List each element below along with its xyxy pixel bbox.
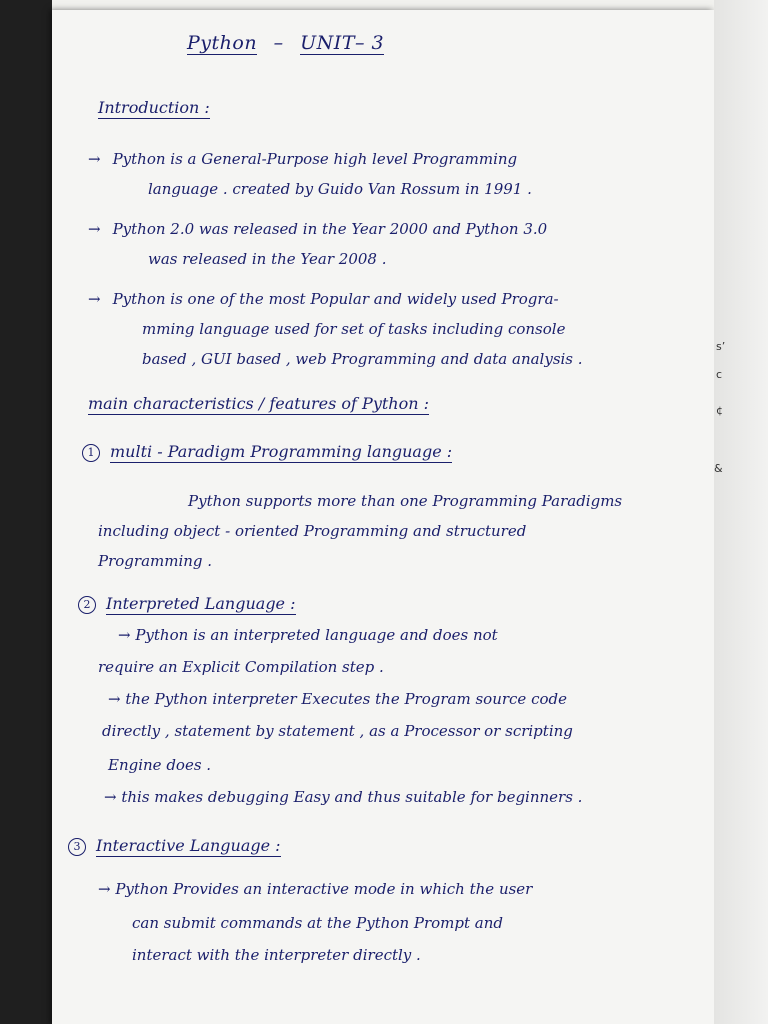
feature-2-line-2: require an Explicit Compilation step . — [98, 658, 384, 676]
intro-bullet-text: Python is one of the most Popular and widely used Progra- — [112, 290, 559, 308]
features-heading-text: main characteristics / features of Python : — [88, 394, 429, 413]
arrow-icon: → — [88, 150, 101, 168]
intro-bullet-1-line-2: language . created by Guido Van Rossum in 1991 . — [148, 180, 532, 198]
feature-2-line-4: directly , statement by statement , as a Processor or scripting — [102, 722, 573, 740]
intro-bullet-1-line-1 — [88, 150, 517, 168]
edge-mark: s’ — [716, 340, 726, 353]
feature-2-line-6: → this makes debugging Easy and thus suitable for beginners . — [104, 788, 583, 806]
number-circle-icon: 2 — [78, 596, 96, 614]
feature-title-text: multi - Paradigm Programming language : — [110, 442, 453, 461]
feature-3-line-1: → Python Provides an interactive mode in which the user — [98, 880, 533, 898]
feature-1-title — [82, 442, 452, 462]
intro-bullet-3-line-1 — [88, 290, 559, 308]
title-subject: Python — [187, 32, 258, 54]
notebook-page — [52, 10, 714, 1024]
title-unit: UNIT– 3 — [300, 32, 385, 54]
feature-title-text: Interpreted Language : — [106, 594, 296, 613]
edge-mark: & — [714, 462, 723, 475]
adjacent-page-edge — [714, 0, 768, 1024]
arrow-icon: → — [88, 220, 101, 238]
arrow-icon: → — [88, 290, 101, 308]
feature-2-title — [78, 594, 296, 614]
intro-bullet-3-line-3: based , GUI based , web Programming and data analysis . — [142, 350, 583, 368]
title-dash: – — [273, 32, 284, 54]
feature-1-line-3: Programming . — [98, 552, 213, 570]
number-circle-icon: 1 — [82, 444, 100, 462]
feature-2-line-1: → Python is an interpreted language and does not — [118, 626, 498, 644]
edge-mark: ¢ — [716, 404, 723, 417]
page-title — [187, 32, 384, 54]
feature-1-line-2: including object - oriented Programming and structured — [98, 522, 527, 540]
feature-3-line-2: can submit commands at the Python Prompt and — [132, 914, 504, 932]
intro-bullet-2-line-2: was released in the Year 2008 . — [148, 250, 387, 268]
intro-bullet-text: Python 2.0 was released in the Year 2000 and Python 3.0 — [112, 220, 548, 238]
edge-mark: c — [716, 368, 723, 381]
intro-bullet-3-line-2: mming language used for set of tasks including console — [142, 320, 566, 338]
intro-bullet-2-line-1 — [88, 220, 547, 238]
intro-heading — [98, 98, 210, 117]
features-heading — [88, 394, 429, 413]
number-circle-icon: 3 — [68, 838, 86, 856]
feature-2-line-3: → the Python interpreter Executes the Program source code — [108, 690, 567, 708]
feature-title-text: Interactive Language : — [96, 836, 281, 855]
feature-3-line-3: interact with the interpreter directly . — [132, 946, 421, 964]
feature-3-title — [68, 836, 281, 856]
intro-bullet-text: Python is a General-Purpose high level Programming — [112, 150, 518, 168]
feature-2-line-5: Engine does . — [108, 756, 212, 774]
intro-heading-text: Introduction : — [98, 98, 210, 117]
feature-1-line-1: Python supports more than one Programming Paradigms — [188, 492, 623, 510]
